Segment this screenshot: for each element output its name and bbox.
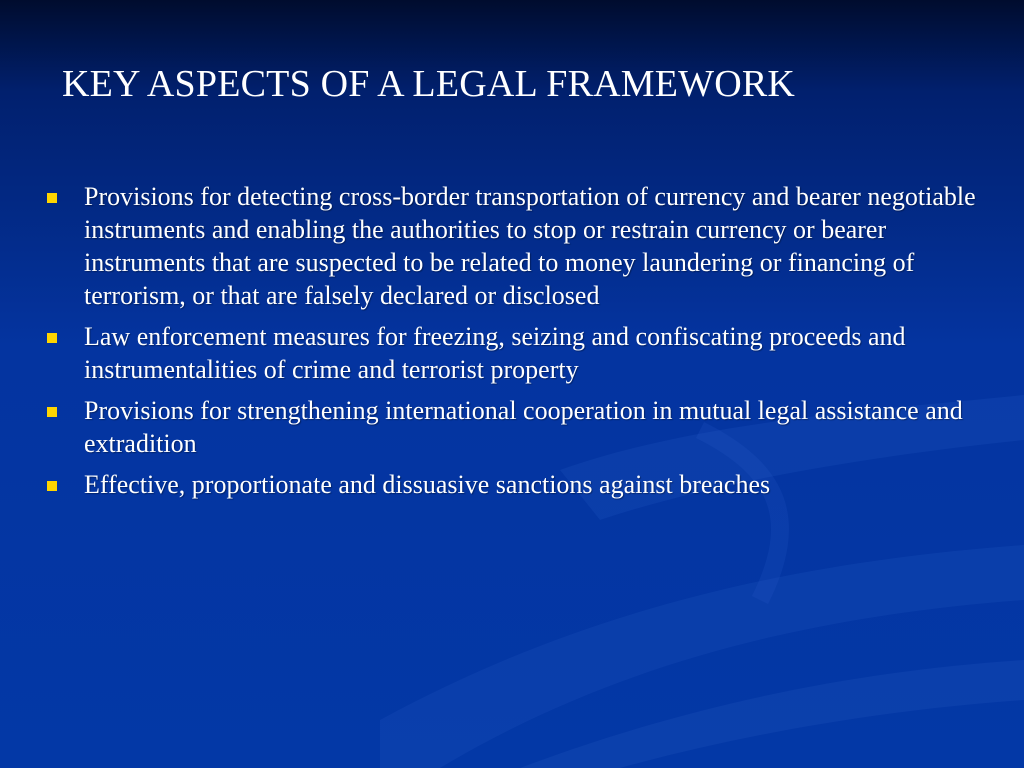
yellow-square-bullet-icon [47, 481, 57, 491]
slide-title: KEY ASPECTS OF A LEGAL FRAMEWORK [62, 63, 796, 105]
list-item [44, 468, 984, 501]
list-item [44, 180, 984, 312]
bullet-text: Provisions for detecting cross-border transportation of currency and bearer negotiable instruments and enabling the authorities to stop or restrain currency or bearer instruments that are suspected to be related to money laundering or financing of terrorism, or that are falsely declared or disclosed [84, 182, 976, 310]
bullet-text: Effective, proportionate and dissuasive sanctions against breaches [84, 470, 771, 499]
list-item [44, 394, 984, 460]
bullet-text: Provisions for strengthening international cooperation in mutual legal assistance and extradition [84, 396, 963, 458]
list-item [44, 320, 984, 386]
bullet-text: Law enforcement measures for freezing, seizing and confiscating proceeds and instrumentalities of crime and terrorist property [84, 322, 906, 384]
yellow-square-bullet-icon [47, 193, 57, 203]
yellow-square-bullet-icon [47, 333, 57, 343]
bullet-list [44, 180, 984, 509]
yellow-square-bullet-icon [47, 407, 57, 417]
